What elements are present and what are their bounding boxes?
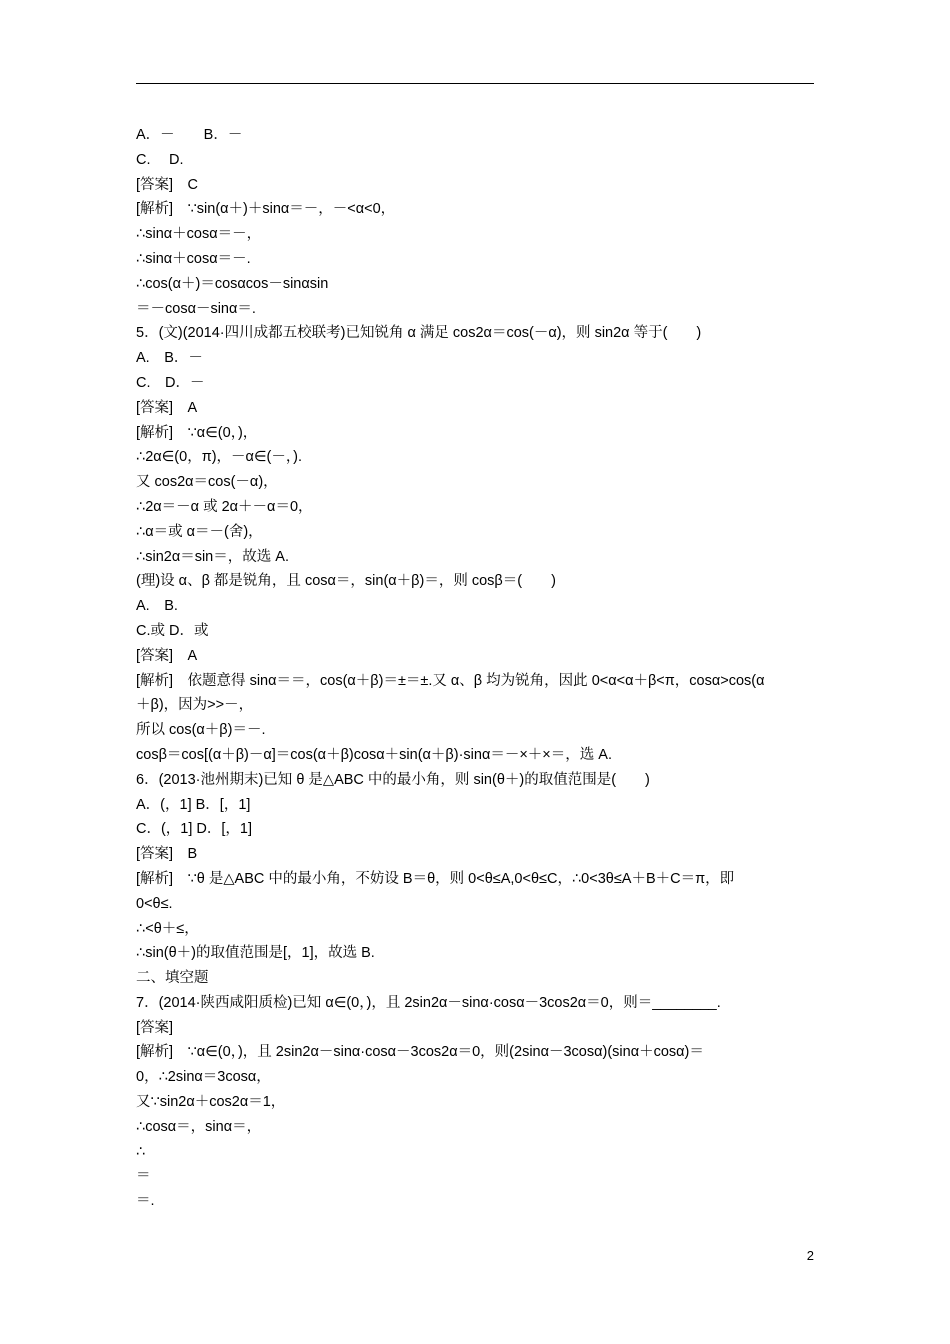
text-line: ∴: [136, 1143, 146, 1160]
text-line: ＋β)，因为>>－，: [136, 697, 254, 714]
text-line: A．－ B．－: [136, 127, 243, 143]
text-line: [解析] 依题意得 sinα＝＝，cos(α＋β)＝±＝±.又 α、β 均为锐角，因此 0<α<α＋β<π，cosα>cos(α: [136, 672, 765, 689]
text-line: [解析] ∵α∈(0，)，且 2sin2α－sinα·cosα－3cos2α＝0，则(2sinα－3cosα)(sinα＋cosα)＝: [136, 1044, 704, 1061]
text-line: A. B．－: [136, 350, 203, 367]
text-line: 又 cos2α＝cos(－α)，: [136, 474, 278, 491]
text-line: C．(，1] D．[，1]: [136, 821, 253, 838]
text-line: 所以 cos(α＋β)＝－.: [136, 722, 266, 739]
page-content: [136, 123, 814, 1214]
text-line: 0，∴2sinα＝3cosα，: [136, 1069, 271, 1086]
text-line: A．(，1] B．[，1]: [136, 796, 251, 813]
text-line: C. D.: [136, 151, 184, 168]
text-line: ∴sinα＋cosα＝－.: [136, 250, 251, 267]
text-line: ＝: [136, 1168, 151, 1185]
text-line: ∴sin(θ＋)的取值范围是[，1]，故选 B.: [136, 945, 375, 962]
text-line: 5．(文)(2014·四川成都五校联考)已知锐角 α 满足 cos2α＝cos(－α)，则 sin2α 等于( ): [136, 325, 702, 342]
text-line: [答案] A: [136, 399, 198, 416]
page-number: 2: [806, 1248, 814, 1263]
text-line: [答案]: [136, 1019, 174, 1036]
text-line: [答案] C: [136, 176, 199, 193]
text-line: [答案] A: [136, 647, 198, 664]
text-line: 0<θ≤.: [136, 895, 173, 912]
text-line: 又∵sin2α＋cos2α＝1，: [136, 1094, 286, 1111]
text-line: [解析] ∵θ 是△ABC 中的最小角，不妨设 B＝θ，则 0<θ≤A,0<θ≤C，∴0<3θ≤A＋B＋C＝π，即: [136, 870, 735, 887]
text-line: [解析] ∵α∈(0，)，: [136, 424, 258, 441]
text-line: ＝－cosα－sinα＝.: [136, 300, 256, 317]
text-line: (理)设 α、β 都是锐角，且 cosα＝，sin(α＋β)＝，则 cosβ＝( ): [136, 573, 556, 590]
text-line: ∴cos(α＋)＝cosαcos－sinαsin: [136, 275, 329, 292]
header-rule: [136, 83, 814, 84]
text-line: ∴2α∈(0，π)，－α∈(－，).: [136, 449, 302, 466]
text-line: A. B.: [136, 598, 178, 615]
text-line: C.或 D．或: [136, 622, 209, 639]
text-line: C. D．－: [136, 374, 205, 391]
text-line: 6．(2013·池州期末)已知 θ 是△ABC 中的最小角，则 sin(θ＋)的取值范围是( ): [136, 771, 650, 788]
text-line: ∴sinα＋cosα＝－，: [136, 226, 262, 243]
text-line: ∴cosα＝，sinα＝，: [136, 1118, 262, 1135]
text-line: [答案] B: [136, 846, 198, 863]
text-line: ∴α＝或 α＝－(舍)，: [136, 523, 263, 540]
text-line: ∴<θ＋≤，: [136, 920, 199, 937]
text-line: ＝.: [136, 1193, 155, 1210]
text-line: 7．(2014·陕西咸阳质检)已知 α∈(0，)，且 2sin2α－sinα·cosα－3cos2α＝0，则＝________.: [136, 994, 721, 1011]
text-line: ∴2α＝－α 或 2α＋－α＝0，: [136, 498, 313, 515]
text-line: 二、填空题: [136, 970, 209, 987]
text-line: ∴sin2α＝sin＝，故选 A.: [136, 548, 289, 565]
text-line: [解析] ∵sin(α＋)＋sinα＝－，－<α<0，: [136, 201, 396, 218]
text-line: cosβ＝cos[(α＋β)－α]＝cos(α＋β)cosα＋sin(α＋β)·sinα＝－×＋×＝，选 A.: [136, 746, 613, 763]
